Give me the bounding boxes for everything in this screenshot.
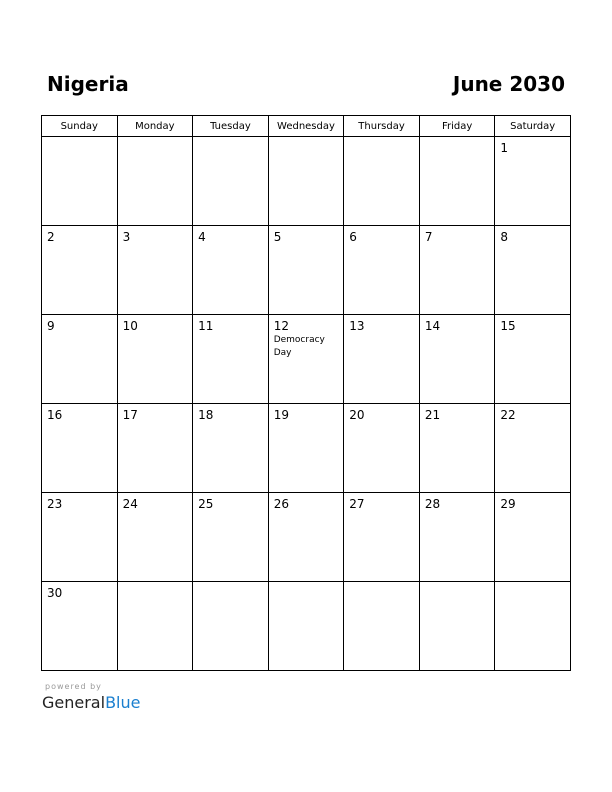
day-cell	[268, 493, 344, 582]
day-cell	[344, 404, 420, 493]
day-cell	[344, 137, 420, 226]
powered-by-text: powered by	[45, 682, 102, 691]
day-number: 2	[47, 230, 55, 244]
day-number	[118, 582, 193, 586]
day-cell	[268, 315, 344, 404]
day-number: 16	[47, 408, 63, 422]
day-cell	[495, 493, 571, 582]
day-number: 18	[198, 408, 214, 422]
day-number: 11	[198, 319, 214, 333]
day-number: 19	[273, 408, 289, 422]
weekday-thursday: Thursday	[344, 116, 420, 137]
week-row	[42, 226, 571, 315]
calendar-grid	[41, 115, 571, 671]
country-title: Nigeria	[47, 72, 129, 96]
week-row	[42, 404, 571, 493]
day-number: 29	[500, 497, 516, 511]
day-cell	[42, 226, 118, 315]
day-number: 25	[198, 497, 214, 511]
day-cell	[42, 137, 118, 226]
day-number: 12	[273, 319, 289, 333]
day-cell	[495, 137, 571, 226]
day-number: 4	[198, 230, 206, 244]
day-number	[193, 582, 268, 586]
day-number	[420, 137, 495, 141]
day-cell	[117, 582, 193, 671]
weekday-wednesday: Wednesday	[268, 116, 344, 137]
day-number: 22	[500, 408, 516, 422]
day-number	[269, 582, 344, 586]
day-number	[344, 582, 419, 586]
day-number	[193, 137, 268, 141]
day-cell	[193, 582, 269, 671]
day-number: 20	[349, 408, 365, 422]
day-number: 6	[349, 230, 357, 244]
brand-general-text: General	[42, 693, 106, 712]
day-cell	[268, 226, 344, 315]
weekday-monday: Monday	[117, 116, 193, 137]
day-number: 14	[424, 319, 441, 333]
day-cell	[117, 226, 193, 315]
day-cell	[419, 226, 495, 315]
day-cell	[268, 582, 344, 671]
day-number	[42, 137, 117, 141]
week-row	[42, 315, 571, 404]
day-cell	[344, 226, 420, 315]
day-number	[495, 582, 570, 586]
generalblue-logo[interactable]	[42, 692, 140, 714]
day-number: 28	[424, 497, 441, 511]
day-number: 17	[122, 408, 138, 422]
day-number: 9	[47, 319, 55, 333]
day-number	[420, 582, 495, 586]
weekday-header-row	[42, 116, 571, 137]
day-cell	[42, 315, 118, 404]
holiday-label: Democracy Day	[273, 335, 325, 358]
day-cell	[42, 404, 118, 493]
day-cell	[495, 226, 571, 315]
day-cell	[495, 315, 571, 404]
day-cell	[344, 493, 420, 582]
week-row	[42, 582, 571, 671]
weekday-friday: Friday	[419, 116, 495, 137]
day-cell	[419, 137, 495, 226]
day-number: 13	[349, 319, 365, 333]
day-number: 10	[122, 319, 138, 333]
day-cell	[419, 404, 495, 493]
day-number: 27	[349, 497, 365, 511]
day-cell	[193, 493, 269, 582]
day-number: 3	[122, 230, 131, 244]
day-number: 26	[273, 497, 289, 511]
day-number: 5	[273, 230, 282, 244]
day-cell	[193, 226, 269, 315]
week-row	[42, 493, 571, 582]
day-number	[269, 137, 344, 141]
day-cell	[268, 404, 344, 493]
weekday-tuesday: Tuesday	[193, 116, 269, 137]
day-cell	[117, 404, 193, 493]
day-cell	[42, 582, 118, 671]
day-number: 15	[500, 319, 516, 333]
day-cell	[495, 404, 571, 493]
day-cell	[344, 315, 420, 404]
weekday-sunday: Sunday	[42, 116, 118, 137]
day-cell	[268, 137, 344, 226]
day-cell	[419, 315, 495, 404]
day-cell	[419, 582, 495, 671]
calendar-body	[42, 137, 571, 671]
day-number: 1	[500, 141, 509, 155]
day-cell	[117, 493, 193, 582]
day-cell	[344, 582, 420, 671]
day-cell	[193, 404, 269, 493]
day-cell	[193, 315, 269, 404]
day-number	[344, 137, 419, 141]
day-cell	[117, 137, 193, 226]
weekday-saturday: Saturday	[495, 116, 571, 137]
day-cell	[193, 137, 269, 226]
day-number: 21	[424, 408, 441, 422]
day-number: 7	[424, 230, 433, 244]
day-number	[118, 137, 193, 141]
day-cell	[42, 493, 118, 582]
brand-blue-text: Blue	[105, 693, 141, 712]
day-number: 30	[47, 586, 63, 600]
week-row	[42, 137, 571, 226]
month-year-title: June 2030	[452, 72, 565, 96]
day-number: 23	[47, 497, 63, 511]
day-cell	[495, 582, 571, 671]
day-cell	[419, 493, 495, 582]
day-number: 24	[122, 497, 138, 511]
day-cell	[117, 315, 193, 404]
day-number: 8	[500, 230, 509, 244]
